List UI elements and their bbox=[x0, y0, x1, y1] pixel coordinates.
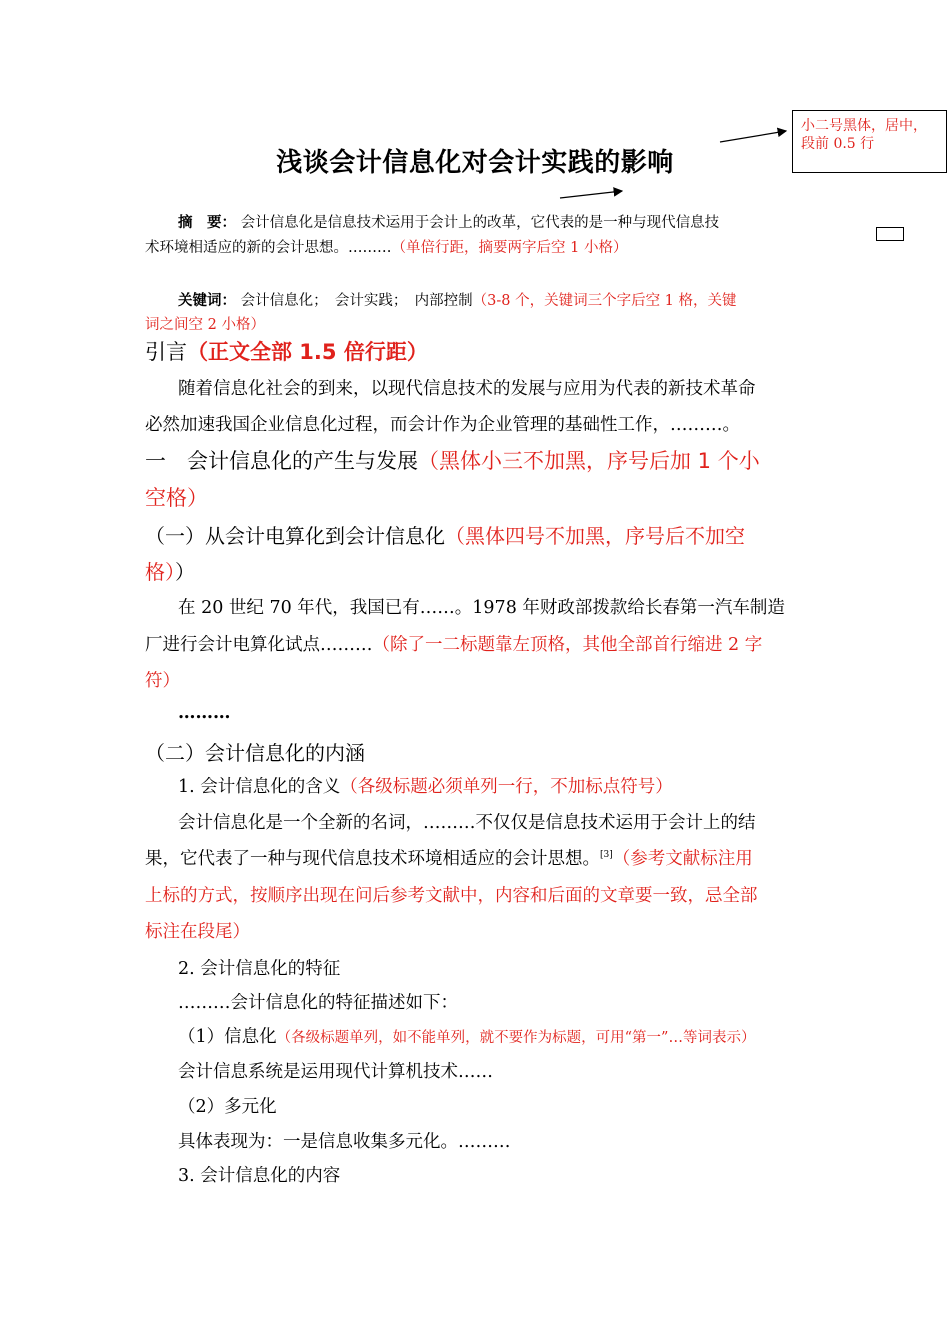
abstract-text-2: 术环境相适应的新的会计思想。……… bbox=[145, 240, 392, 256]
abstract-label: 摘 要： bbox=[178, 214, 236, 231]
sub1-p3-note: 符） bbox=[145, 671, 180, 691]
sub1-heading: （一）从会计电算化到会计信息化 bbox=[145, 524, 445, 548]
sub1-p3-line bbox=[145, 667, 810, 692]
sub1-p2-line bbox=[145, 631, 810, 656]
sub2-p4-note: 标注在段尾） bbox=[145, 922, 250, 942]
abstract-line-1 bbox=[178, 211, 810, 232]
sub2-p1: 会计信息化是一个全新的名词，………不仅仅是信息技术运用于会计上的结 bbox=[178, 813, 756, 833]
sub2-sub-a-p: 会计信息系统是运用现代计算机技术…… bbox=[178, 1062, 493, 1082]
sub1-p2-note: （除了一二标题靠左顶格，其他全部首行缩进 2 字 bbox=[372, 635, 763, 655]
sub2-sub-b-p: 具体表现为：一是信息收集多元化。……… bbox=[178, 1132, 511, 1152]
sub2-item2-p: ………会计信息化的特征描述如下： bbox=[178, 993, 458, 1013]
keywords-label: 关键词： bbox=[178, 292, 236, 309]
sub2-sub-a: （1）信息化 bbox=[178, 1027, 277, 1047]
intro-heading: 引言 bbox=[145, 340, 187, 364]
keywords-line-1 bbox=[178, 289, 810, 310]
sub2-heading: （二）会计信息化的内涵 bbox=[145, 741, 365, 765]
arrow-to-callout bbox=[720, 131, 786, 142]
section1-heading: 一 会计信息化的产生与发展 bbox=[145, 449, 418, 473]
annotation-line-2: 段前 0.5 行 bbox=[801, 136, 875, 152]
abstract-line-2 bbox=[145, 236, 810, 257]
sub1-heading-line bbox=[145, 520, 810, 549]
sub2-item3: 3. 会计信息化的内容 bbox=[178, 1166, 341, 1186]
section1-heading-line bbox=[145, 445, 810, 475]
sub2-p2-note: （参考文献标注用 bbox=[612, 849, 753, 869]
citation-marker: [3] bbox=[600, 850, 613, 861]
abstract-text-1: 会计信息化是信息技术运用于会计上的改革，它代表的是一种与现代信息技 bbox=[240, 215, 720, 231]
intro-p2: 必然加速我国企业信息化过程，而会计作为企业管理的基础性工作，………。 bbox=[145, 415, 740, 435]
sub1-note-1: （黑体四号不加黑，序号后不加空 bbox=[445, 524, 745, 548]
sub1-note-2: 格） bbox=[145, 560, 175, 584]
sub2-sub-b: （2）多元化 bbox=[178, 1097, 277, 1117]
section1-note-2: 空格） bbox=[145, 486, 208, 510]
sub2-item1: 1. 会计信息化的含义 bbox=[178, 777, 341, 797]
sub2-sub-a-line bbox=[178, 1023, 810, 1048]
sub2-p2: 果，它代表了一种与现代信息技术环境相适应的会计思想。 bbox=[145, 849, 600, 869]
abstract-note: （单倍行距，摘要两字后空 1 小格） bbox=[391, 240, 628, 256]
intro-note: （正文全部 1.5 倍行距） bbox=[187, 340, 428, 364]
annotation-line-1: 小二号黑体，居中， bbox=[801, 118, 927, 134]
section1-note-1: （黑体小三不加黑，序号后加 1 个小 bbox=[418, 449, 760, 473]
sub1-p2: 厂进行会计电算化试点……… bbox=[145, 635, 373, 655]
sub2-sub-a-note: （各级标题单列，如不能单列，就不要作为标题，可用“第一”…等词表示） bbox=[276, 1030, 756, 1046]
sub2-item1-note: （各级标题必须单列一行，不加标点符号） bbox=[340, 777, 673, 797]
keywords-items: 会计信息化； 会计实践； 内部控制 bbox=[240, 293, 473, 309]
sub1-p1: 在 20 世纪 70 年代，我国已有……。1978 年财政部拨款给长春第一汽车制造 bbox=[178, 598, 785, 618]
sub2-p2-line bbox=[145, 845, 810, 870]
document-title: 浅谈会计信息化对会计实践的影响 bbox=[276, 148, 674, 178]
sub2-item2: 2. 会计信息化的特征 bbox=[178, 959, 341, 979]
keywords-note-1: （3-8 个，关键词三个字后空 1 格，关键 bbox=[472, 293, 737, 309]
sub2-item1-line bbox=[178, 773, 810, 798]
sub1-note-2-line: 格）） bbox=[145, 560, 195, 584]
small-marker-box bbox=[876, 227, 904, 241]
sub1-dots: ……… bbox=[178, 703, 231, 723]
intro-p1: 随着信息化社会的到来，以现代信息技术的发展与应用为代表的新技术革命 bbox=[178, 379, 756, 399]
arrow-to-abstract bbox=[560, 191, 622, 198]
keywords-note-2: 词之间空 2 小格） bbox=[145, 317, 265, 333]
intro-heading-line bbox=[145, 336, 810, 366]
sub2-p3-note: 上标的方式，按顺序出现在问后参考文献中，内容和后面的文章要一致，忌全部 bbox=[145, 886, 758, 906]
